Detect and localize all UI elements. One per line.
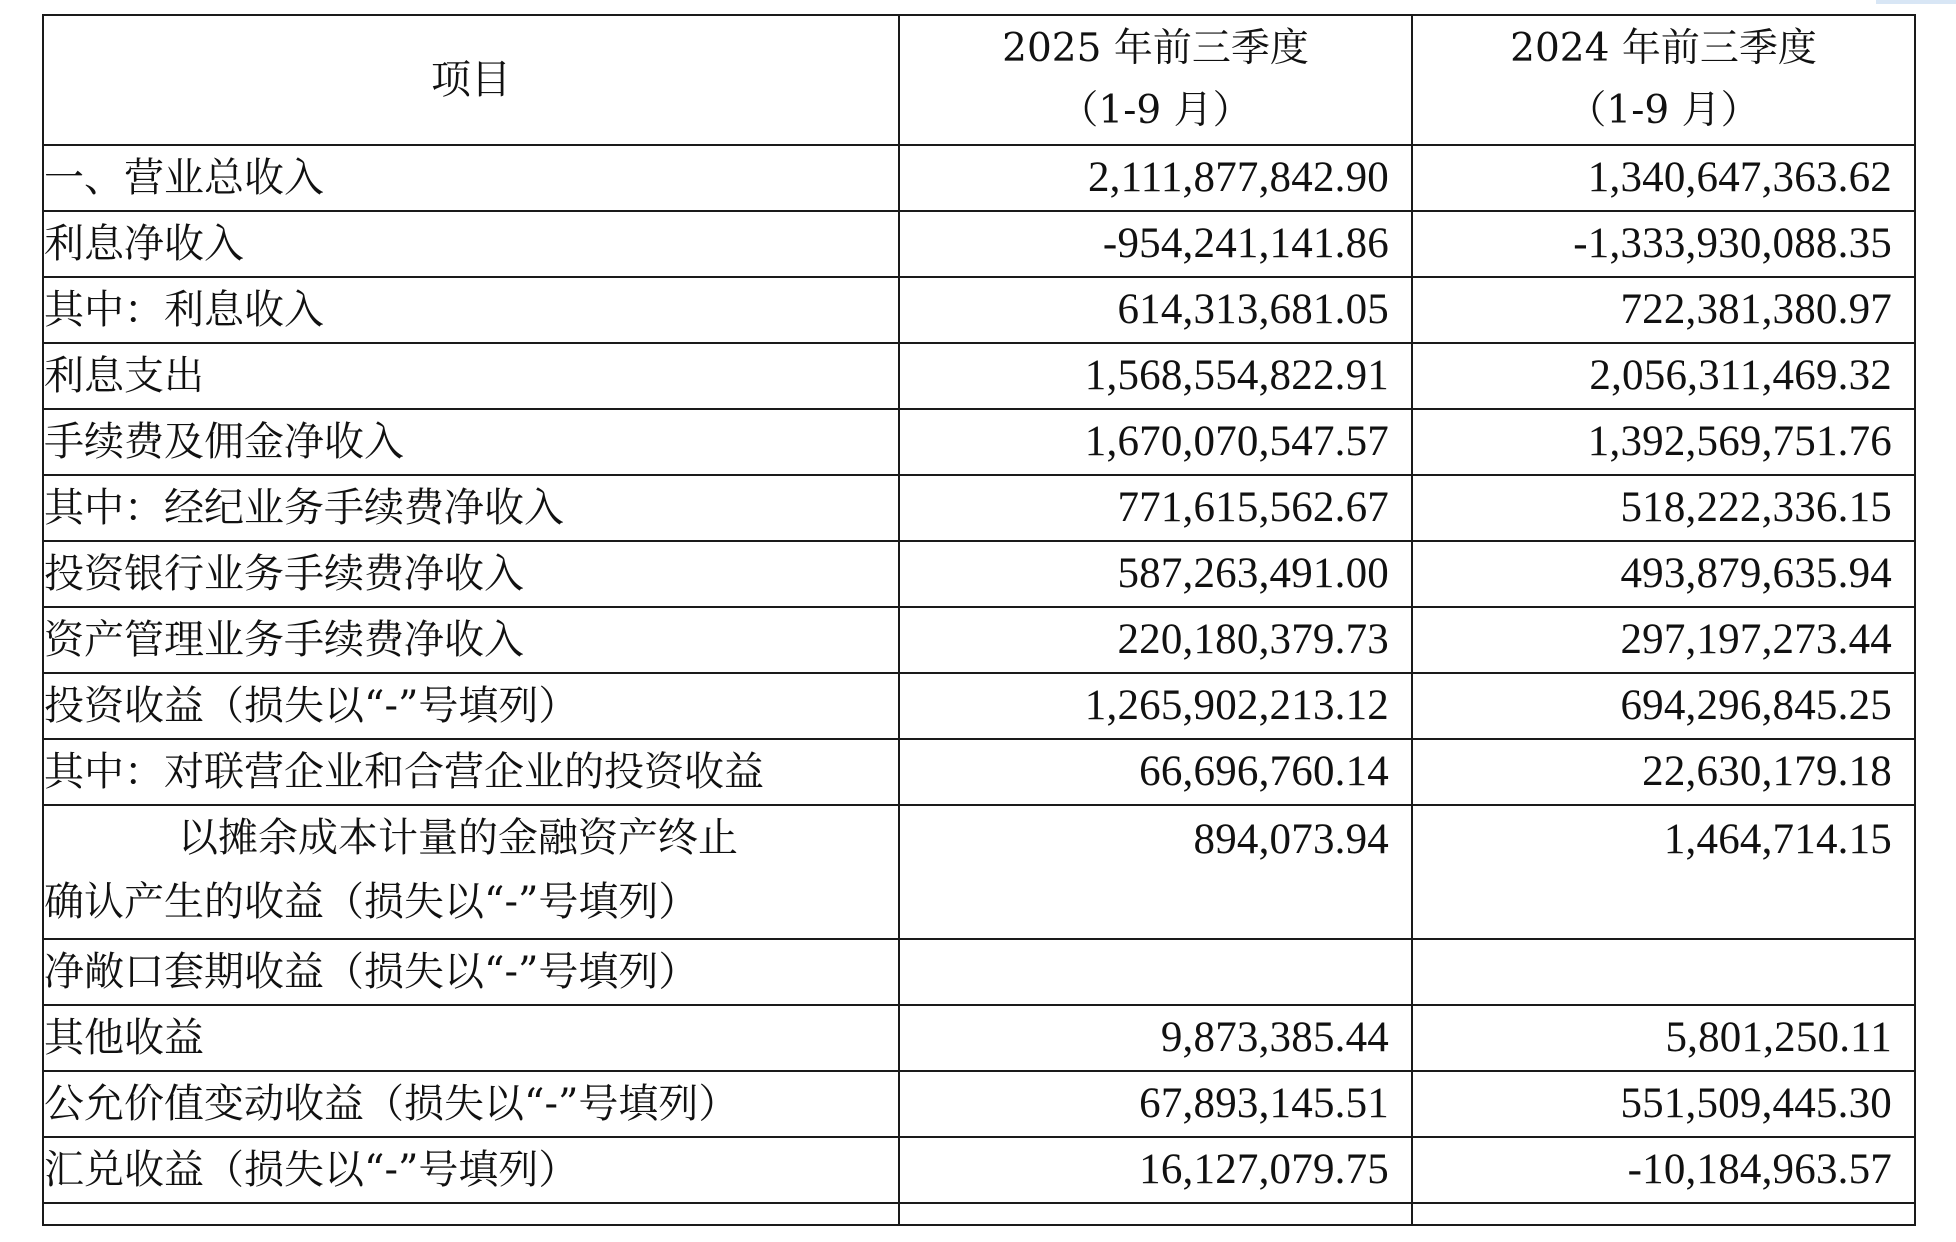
value-2024: -1,333,930,088.35 xyxy=(1412,211,1915,277)
table-row xyxy=(43,739,1915,805)
header-2025-title: 2025 年前三季度 xyxy=(1002,26,1309,71)
row-label: 净敞口套期收益（损失以“-”号填列） xyxy=(43,939,899,1005)
row-label-line1: 以摊余成本计量的金融资产终止 xyxy=(178,815,738,861)
table-row xyxy=(43,277,1915,343)
header-2025 xyxy=(899,15,1412,145)
row-label: 资产管理业务手续费净收入 xyxy=(43,607,899,673)
value-2024: 722,381,380.97 xyxy=(1412,277,1915,343)
value-2025: 1,265,902,213.12 xyxy=(899,673,1412,739)
value-2025: 16,127,079.75 xyxy=(899,1137,1412,1203)
row-label: 公允价值变动收益（损失以“-”号填列） xyxy=(43,1071,899,1137)
value-2025: 1,670,070,547.57 xyxy=(899,409,1412,475)
header-2024-period: （1-9 月） xyxy=(1567,88,1760,133)
cutoff-cell xyxy=(1412,1203,1915,1225)
table-row xyxy=(43,939,1915,1005)
table-row xyxy=(43,145,1915,211)
income-statement-table xyxy=(42,14,1916,1226)
value-2024: 493,879,635.94 xyxy=(1412,541,1915,607)
header-2024-title: 2024 年前三季度 xyxy=(1510,26,1817,71)
value-2024: 694,296,845.25 xyxy=(1412,673,1915,739)
row-label: 投资银行业务手续费净收入 xyxy=(43,541,899,607)
row-label: 利息净收入 xyxy=(43,211,899,277)
value-2025: -954,241,141.86 xyxy=(899,211,1412,277)
value-2024: 297,197,273.44 xyxy=(1412,607,1915,673)
corner-highlight xyxy=(1876,0,1956,4)
value-2025 xyxy=(899,939,1412,1005)
table-row xyxy=(43,607,1915,673)
table-header-row xyxy=(43,15,1915,145)
row-label: 投资收益（损失以“-”号填列） xyxy=(43,673,899,739)
row-label-line2: 确认产生的收益（损失以“-”号填列） xyxy=(44,879,699,925)
value-2025: 771,615,562.67 xyxy=(899,475,1412,541)
value-2025: 2,111,877,842.90 xyxy=(899,145,1412,211)
table-row xyxy=(43,343,1915,409)
value-2025: 67,893,145.51 xyxy=(899,1071,1412,1137)
cutoff-cell xyxy=(43,1203,899,1225)
row-label: 利息支出 xyxy=(43,343,899,409)
row-label: 其中：经纪业务手续费净收入 xyxy=(43,475,899,541)
table-row xyxy=(43,1005,1915,1071)
table-row xyxy=(43,541,1915,607)
header-item: 项目 xyxy=(43,15,899,145)
value-2024: -10,184,963.57 xyxy=(1412,1137,1915,1203)
table-row xyxy=(43,1071,1915,1137)
value-2025: 9,873,385.44 xyxy=(899,1005,1412,1071)
value-2025: 587,263,491.00 xyxy=(899,541,1412,607)
value-2024: 1,340,647,363.62 xyxy=(1412,145,1915,211)
row-label: 其中：利息收入 xyxy=(43,277,899,343)
header-2024 xyxy=(1412,15,1915,145)
row-label: 其中：对联营企业和合营企业的投资收益 xyxy=(43,739,899,805)
row-label: 一、营业总收入 xyxy=(43,145,899,211)
value-2025: 66,696,760.14 xyxy=(899,739,1412,805)
value-2025: 220,180,379.73 xyxy=(899,607,1412,673)
table-row xyxy=(43,475,1915,541)
header-2025-period: （1-9 月） xyxy=(1059,88,1252,133)
value-2024: 5,801,250.11 xyxy=(1412,1005,1915,1071)
row-label xyxy=(43,805,899,939)
value-2024 xyxy=(1412,939,1915,1005)
table-row xyxy=(43,1137,1915,1203)
value-2024: 22,630,179.18 xyxy=(1412,739,1915,805)
table-row xyxy=(43,673,1915,739)
row-label: 其他收益 xyxy=(43,1005,899,1071)
value-2024: 551,509,445.30 xyxy=(1412,1071,1915,1137)
value-2024: 518,222,336.15 xyxy=(1412,475,1915,541)
value-2024: 2,056,311,469.32 xyxy=(1412,343,1915,409)
value-2025: 614,313,681.05 xyxy=(899,277,1412,343)
table-row-cutoff xyxy=(43,1203,1915,1225)
value-2024: 1,464,714.15 xyxy=(1412,805,1915,939)
value-2025: 1,568,554,822.91 xyxy=(899,343,1412,409)
table-row xyxy=(43,409,1915,475)
value-2024: 1,392,569,751.76 xyxy=(1412,409,1915,475)
row-label: 手续费及佣金净收入 xyxy=(43,409,899,475)
value-2025: 894,073.94 xyxy=(899,805,1412,939)
cutoff-cell xyxy=(899,1203,1412,1225)
table-row xyxy=(43,211,1915,277)
row-label: 汇兑收益（损失以“-”号填列） xyxy=(43,1137,899,1203)
table-row xyxy=(43,805,1915,939)
